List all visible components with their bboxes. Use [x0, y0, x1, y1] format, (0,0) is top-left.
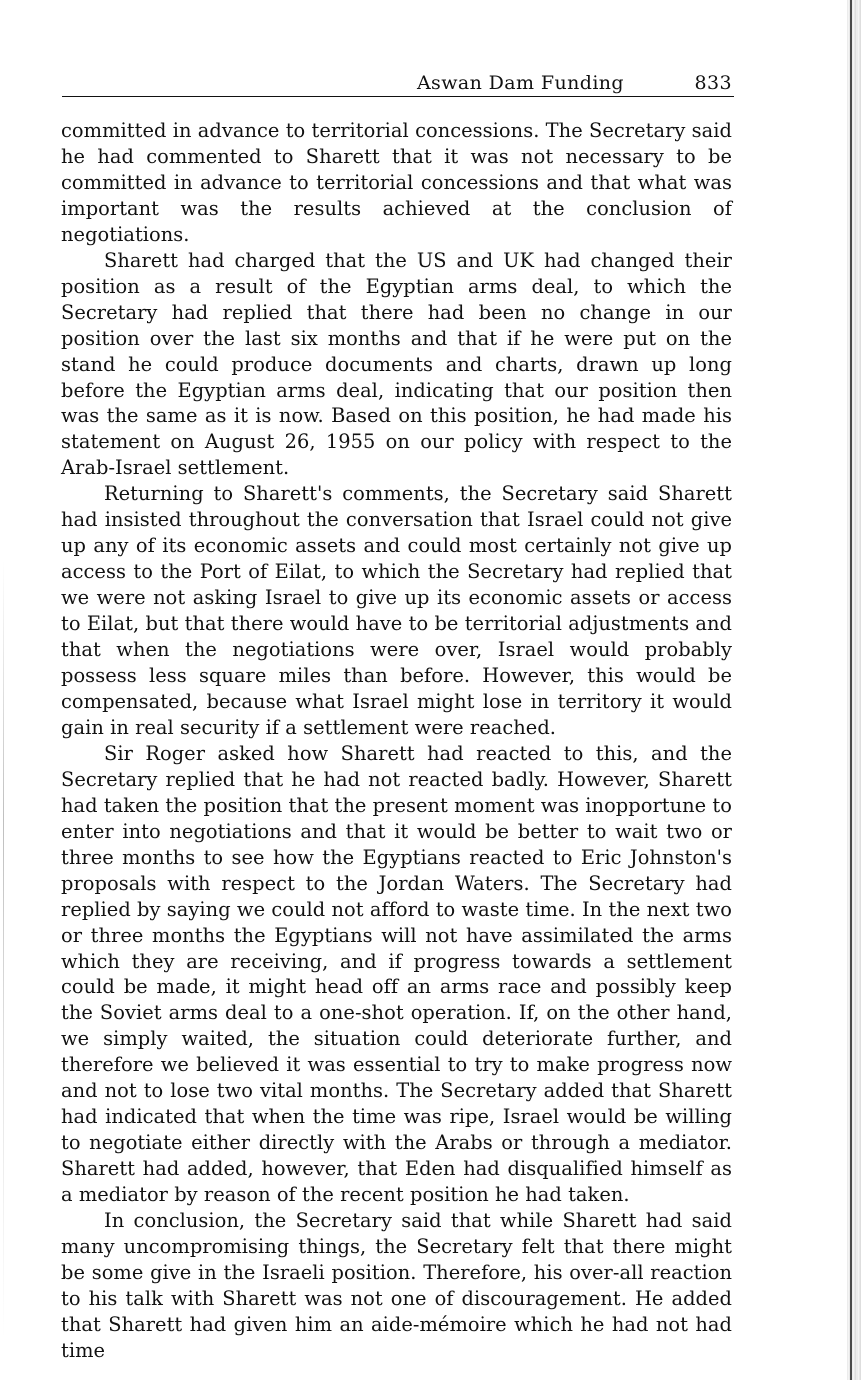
paragraph-conclusion: In conclusion, the Secretary said that while Sharett had said many uncompromising things, the Secretary felt that there might be some give in the Israeli position. Therefore, his over-all reaction to his talk with Sharett was not one of discouragement. He added that Sharett had given him an aide-mémoire which he had not had time [61, 1209, 732, 1362]
paragraph-sharett-reaction: Sir Roger asked how Sharett had reacted to this, and the Secretary replied that he had not reacted badly. However, Sharett had taken the position that the present moment was inopportune to enter into negotiations and that it would be better to wait two or three months to see how the Egyptians reacted to Eric Johnston's proposals with respect to the Jordan Waters. The Secretary had replied by saying we could not afford to waste time. In the next two or three months the Egyptians will not have assimilated the arms which they are receiving, and if progress towards a settlement could be made, it might head off an arms race and possibly keep the Soviet arms deal to a one-shot operation. If, on the other hand, we simply waited, the situation could deteriorate further, and therefore we believed it was essential to try to make progress now and not to lose two vital months. The Secretary added that Sharett had indicated that when the time was ripe, Israel would be willing to negotiate either directly with the Arabs or through a mediator. Sharett had added, however, that Eden had disqualified himself as a mediator by reason of the recent position he had taken. [61, 741, 732, 1207]
paragraph-territorial-adjustments: Returning to Sharett's comments, the Secretary said Sharett had insisted throughout the conversation that Israel could not give up any of its economic assets and could most certainly not give up access to the Port of Eilat, to which the Secretary had replied that we were not asking Israel to give up its economic assets or access to Eilat, but that there would have to be territorial adjustments and that when the negotiations were over, Israel would probably possess less square miles than before. However, this would be compensated, because what Israel might lose in territory it would gain in real security if a settlement were reached. [61, 482, 732, 739]
binding-line [850, 0, 852, 1380]
running-head-title: Aswan Dam Funding [416, 72, 624, 94]
paragraph-arms-deal: Sharett had charged that the US and UK had changed their position as a result of the Egyptian arms deal, to which the Secretary had replied that there had been no change in our position over the last six months and that if he were put on the stand he could produce documents and charts, drawn up long before the Egyptian arms deal, indicating that our position then was the same as it is now. Based on this position, he had made his statement on August 26, 1955 on our policy with respect to the Arab-Israel settlement. [61, 248, 732, 480]
page-number: 833 [694, 72, 732, 94]
scan-binding-edge [847, 0, 861, 1380]
scan-shadow-left [3, 560, 4, 1340]
paragraph-continued: committed in advance to territorial concessions. The Secretary said he had commented to Sharett that it was not necessary to be committed in advance to territorial concessions and that what was important was the results achieved at the conclusion of negotiations. [61, 119, 732, 246]
running-head [62, 70, 734, 97]
body-text [61, 118, 732, 1364]
